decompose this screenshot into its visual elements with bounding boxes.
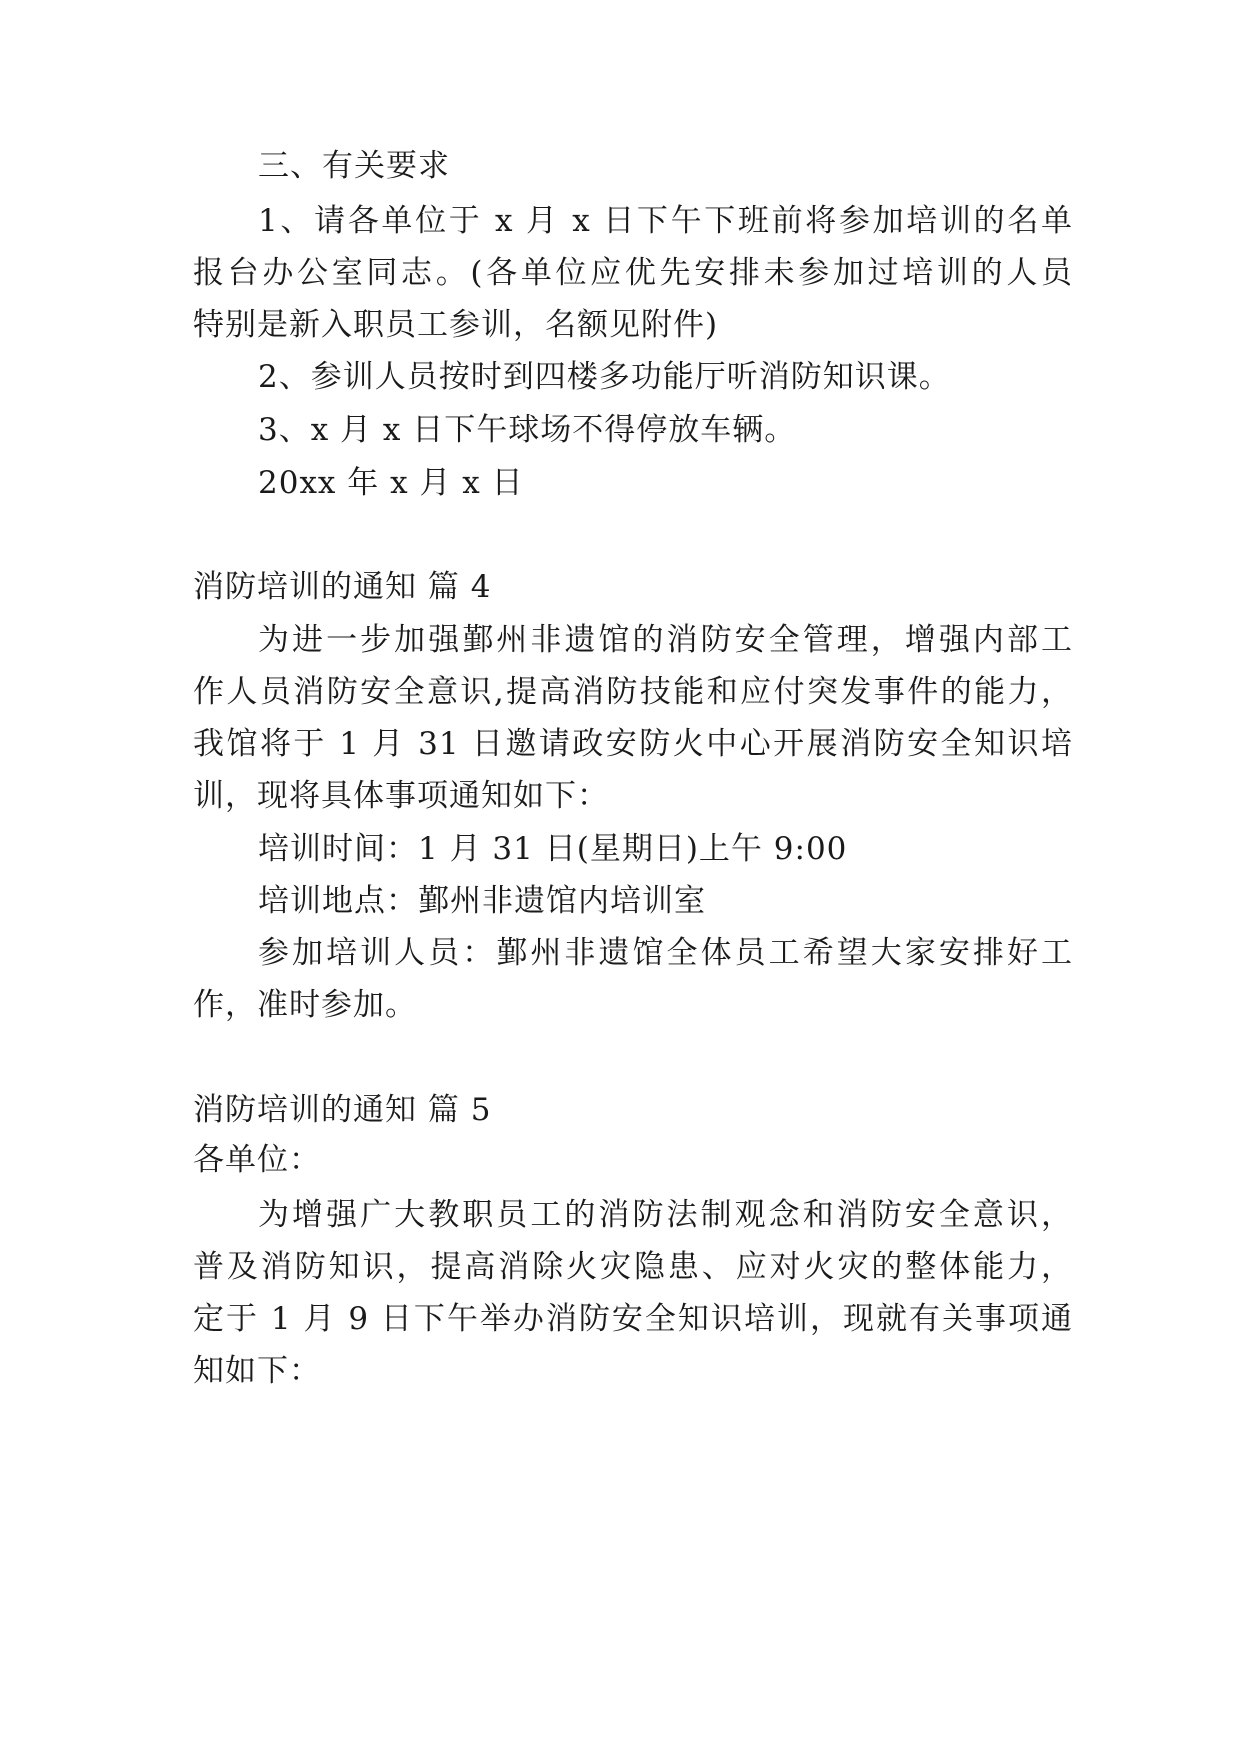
training-participants-line-2: 作，准时参加。 xyxy=(193,987,417,1023)
salutation: 各单位： xyxy=(193,1142,321,1178)
training-location: 培训地点：鄞州非遗馆内培训室 xyxy=(258,883,706,919)
requirement-1-line-3: 特别是新入职员工参训，名额见附件) xyxy=(193,307,719,343)
article-4-intro-line-3: 我馆将于 1 月 31 日邀请政安防火中心开展消防安全知识培 xyxy=(193,726,1073,762)
article-4-intro-line-4: 训，现将具体事项通知如下： xyxy=(193,778,609,814)
requirement-1-line-1: 1、请各单位于 x 月 x 日下午下班前将参加培训的名单 xyxy=(258,203,1073,239)
section-heading: 三、有关要求 xyxy=(258,148,450,184)
requirement-1-line-2: 报台办公室同志。(各单位应优先安排未参加过培训的人员 xyxy=(193,255,1073,291)
training-time: 培训时间：1 月 31 日(星期日)上午 9:00 xyxy=(258,831,848,867)
article-4-intro-line-2: 作人员消防安全意识,提高消防技能和应付突发事件的能力， xyxy=(193,674,1073,710)
article-5-intro-line-1: 为增强广大教职员工的消防法制观念和消防安全意识， xyxy=(258,1197,1073,1233)
requirement-2: 2、参训人员按时到四楼多功能厅听消防知识课。 xyxy=(258,359,951,395)
training-participants-line-1: 参加培训人员：鄞州非遗馆全体员工希望大家安排好工 xyxy=(258,935,1073,971)
article-5-intro-line-4: 知如下： xyxy=(193,1353,321,1389)
requirement-3: 3、x 月 x 日下午球场不得停放车辆。 xyxy=(258,412,797,448)
article-5-intro-line-3: 定于 1 月 9 日下午举办消防安全知识培训，现就有关事项通 xyxy=(193,1301,1073,1337)
notice-date: 20xx 年 x 月 x 日 xyxy=(258,465,524,501)
article-4-title: 消防培训的通知 篇 4 xyxy=(193,569,492,605)
article-5-intro-line-2: 普及消防知识，提高消除火灾隐患、应对火灾的整体能力， xyxy=(193,1249,1073,1285)
article-4-intro-line-1: 为进一步加强鄞州非遗馆的消防安全管理，增强内部工 xyxy=(258,622,1073,658)
article-5-title: 消防培训的通知 篇 5 xyxy=(193,1092,492,1128)
